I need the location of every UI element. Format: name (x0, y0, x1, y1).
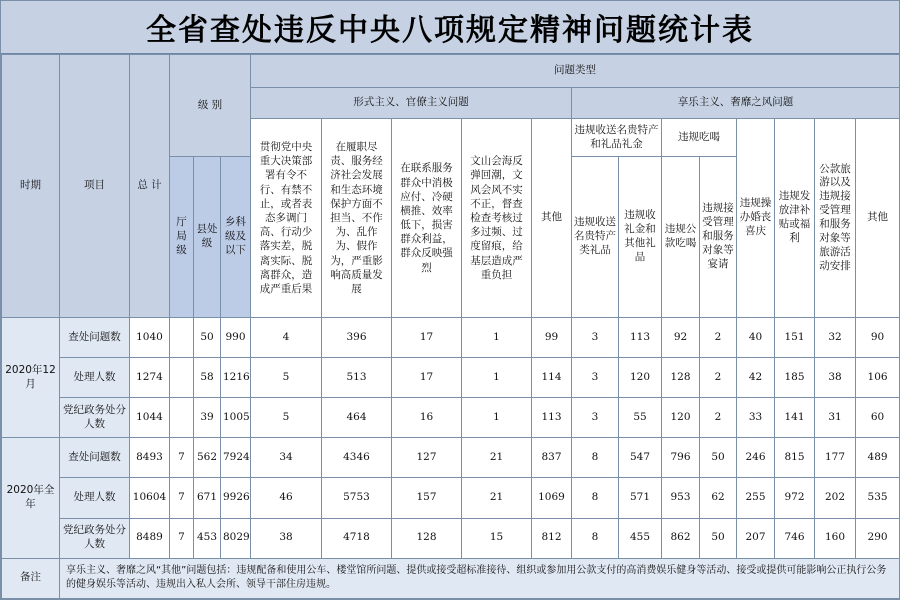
cell: 3 (572, 317, 619, 357)
cell: 5753 (322, 478, 392, 518)
cell: 1274 (130, 358, 170, 398)
cell: 141 (775, 398, 815, 438)
cell: 1 (462, 317, 532, 357)
cell: 151 (775, 317, 815, 357)
cell: 31 (815, 398, 856, 438)
cell: 671 (194, 478, 221, 518)
period-label: 2020年全年 (2, 438, 60, 558)
cell (170, 358, 194, 398)
cell: 796 (662, 438, 700, 478)
cell: 464 (322, 398, 392, 438)
header-gift-1: 违规收送名贵特产类礼品 (572, 157, 619, 318)
header-formalism-1: 贯彻党中央重大决策部署有令不行、有禁不止，或者表态多调门高、行动少落实差，脱离实际、脱离群众，造成严重后果 (251, 119, 322, 318)
cell: 34 (251, 438, 322, 478)
cell: 21 (462, 438, 532, 478)
cell: 4346 (322, 438, 392, 478)
cell: 38 (815, 358, 856, 398)
cell: 1 (462, 398, 532, 438)
cell: 92 (662, 317, 700, 357)
cell: 8 (572, 478, 619, 518)
table-row (2, 438, 900, 478)
cell: 62 (700, 478, 737, 518)
table-row (2, 518, 900, 558)
header-gift-2: 违规收礼金和其他礼品 (619, 157, 662, 318)
page-title: 全省查处违反中央八项规定精神问题统计表 (1, 1, 899, 54)
cell: 990 (221, 317, 251, 357)
cell: 3 (572, 358, 619, 398)
cell: 90 (856, 317, 900, 357)
cell: 33 (737, 398, 775, 438)
cell: 4 (251, 317, 322, 357)
cell: 99 (532, 317, 572, 357)
cell: 113 (619, 317, 662, 357)
cell: 21 (462, 478, 532, 518)
cell: 571 (619, 478, 662, 518)
cell: 207 (737, 518, 775, 558)
cell: 114 (532, 358, 572, 398)
cell: 290 (856, 518, 900, 558)
header-hedonism-5: 公款旅游以及违规接受管理和服务对象等旅游活动安排 (815, 119, 856, 318)
cell: 106 (856, 358, 900, 398)
cell: 128 (662, 358, 700, 398)
cell: 396 (322, 317, 392, 357)
cell: 8 (572, 518, 619, 558)
cell: 185 (775, 358, 815, 398)
cell: 489 (856, 438, 900, 478)
cell: 746 (775, 518, 815, 558)
cell: 953 (662, 478, 700, 518)
header-eat-1: 违规公款吃喝 (662, 157, 700, 318)
cell: 50 (700, 518, 737, 558)
cell: 177 (815, 438, 856, 478)
cell: 9926 (221, 478, 251, 518)
cell: 2 (700, 358, 737, 398)
header-formalism-4: 文山会海反弹回潮，文风会风不实不正，督查检查考核过多过频、过度留痕，给基层造成严重负担 (462, 119, 532, 318)
cell: 15 (462, 518, 532, 558)
cell: 38 (251, 518, 322, 558)
row-item-label: 处理人数 (60, 358, 130, 398)
cell: 157 (392, 478, 462, 518)
cell: 812 (532, 518, 572, 558)
remark-text: 享乐主义、奢靡之风“其他”问题包括：违规配备和使用公车、楼堂馆所问题、提供或接受超标准接待、组织或参加用公款支付的高消费娱乐健身等活动、接受或提供可能影响公正执行公务的健身娱乐等活动、违规出入私人会所、领导干部住房违规。 (60, 558, 900, 598)
cell: 120 (619, 358, 662, 398)
header-hedonism: 享乐主义、奢靡之风问题 (572, 88, 900, 119)
row-item-label: 查处问题数 (60, 317, 130, 357)
cell: 246 (737, 438, 775, 478)
cell (170, 398, 194, 438)
header-eat-2: 违规接受管理和服务对象等宴请 (700, 157, 737, 318)
cell: 128 (392, 518, 462, 558)
header-formalism-other: 其他 (532, 119, 572, 318)
cell: 58 (194, 358, 221, 398)
table-row (2, 358, 900, 398)
header-level-ting: 厅局级 (170, 157, 194, 318)
cell: 837 (532, 438, 572, 478)
header-hedonism-3: 违规操办婚丧喜庆 (737, 119, 775, 318)
stats-table (1, 54, 900, 599)
header-period: 时期 (2, 55, 60, 318)
cell: 1005 (221, 398, 251, 438)
cell: 2 (700, 398, 737, 438)
remark-label: 备注 (2, 558, 60, 598)
remark-row (2, 558, 900, 598)
cell: 7 (170, 518, 194, 558)
cell: 50 (194, 317, 221, 357)
cell: 535 (856, 478, 900, 518)
cell: 1 (462, 358, 532, 398)
header-formalism-2: 在履职尽责、服务经济社会发展和生态环境保护方面不担当、不作为、乱作为、假作为，严重影响高质量发展 (322, 119, 392, 318)
cell: 1069 (532, 478, 572, 518)
cell: 255 (737, 478, 775, 518)
cell: 8 (572, 438, 619, 478)
cell: 1216 (221, 358, 251, 398)
row-item-label: 党纪政务处分人数 (60, 398, 130, 438)
table-row (2, 478, 900, 518)
header-item: 项目 (60, 55, 130, 318)
cell (170, 317, 194, 357)
header-level: 级 别 (170, 55, 251, 157)
cell: 7924 (221, 438, 251, 478)
cell: 862 (662, 518, 700, 558)
header-level-xiang: 乡科级及以下 (221, 157, 251, 318)
cell: 10604 (130, 478, 170, 518)
cell: 202 (815, 478, 856, 518)
cell: 3 (572, 398, 619, 438)
cell: 17 (392, 317, 462, 357)
cell: 8029 (221, 518, 251, 558)
cell: 1040 (130, 317, 170, 357)
header-eat-group: 违规吃喝 (662, 119, 737, 157)
header-problem-type: 问题类型 (251, 55, 900, 88)
cell: 46 (251, 478, 322, 518)
cell: 160 (815, 518, 856, 558)
cell: 453 (194, 518, 221, 558)
cell: 7 (170, 478, 194, 518)
cell: 1044 (130, 398, 170, 438)
cell: 2 (700, 317, 737, 357)
cell: 8489 (130, 518, 170, 558)
header-formalism-3: 在联系服务群众中消极应付、冷硬横推、效率低下，损害群众利益，群众反映强烈 (392, 119, 462, 318)
cell: 562 (194, 438, 221, 478)
cell: 113 (532, 398, 572, 438)
row-item-label: 党纪政务处分人数 (60, 518, 130, 558)
cell: 39 (194, 398, 221, 438)
row-item-label: 处理人数 (60, 478, 130, 518)
header-hedonism-other: 其他 (856, 119, 900, 318)
table-row (2, 398, 900, 438)
cell: 513 (322, 358, 392, 398)
header-gift-group: 违规收送名贵特产和礼品礼金 (572, 119, 662, 157)
cell: 972 (775, 478, 815, 518)
cell: 60 (856, 398, 900, 438)
header-formalism: 形式主义、官僚主义问题 (251, 88, 572, 119)
cell: 55 (619, 398, 662, 438)
cell: 40 (737, 317, 775, 357)
cell: 32 (815, 317, 856, 357)
table-row (2, 317, 900, 357)
header-total: 总 计 (130, 55, 170, 318)
cell: 5 (251, 358, 322, 398)
cell: 547 (619, 438, 662, 478)
cell: 127 (392, 438, 462, 478)
cell: 815 (775, 438, 815, 478)
cell: 17 (392, 358, 462, 398)
header-level-xian: 县处级 (194, 157, 221, 318)
cell: 16 (392, 398, 462, 438)
cell: 5 (251, 398, 322, 438)
header-hedonism-4: 违规发放津补贴或福利 (775, 119, 815, 318)
cell: 120 (662, 398, 700, 438)
cell: 455 (619, 518, 662, 558)
cell: 42 (737, 358, 775, 398)
period-label: 2020年12月 (2, 317, 60, 437)
row-item-label: 查处问题数 (60, 438, 130, 478)
cell: 4718 (322, 518, 392, 558)
cell: 8493 (130, 438, 170, 478)
cell: 7 (170, 438, 194, 478)
cell: 50 (700, 438, 737, 478)
